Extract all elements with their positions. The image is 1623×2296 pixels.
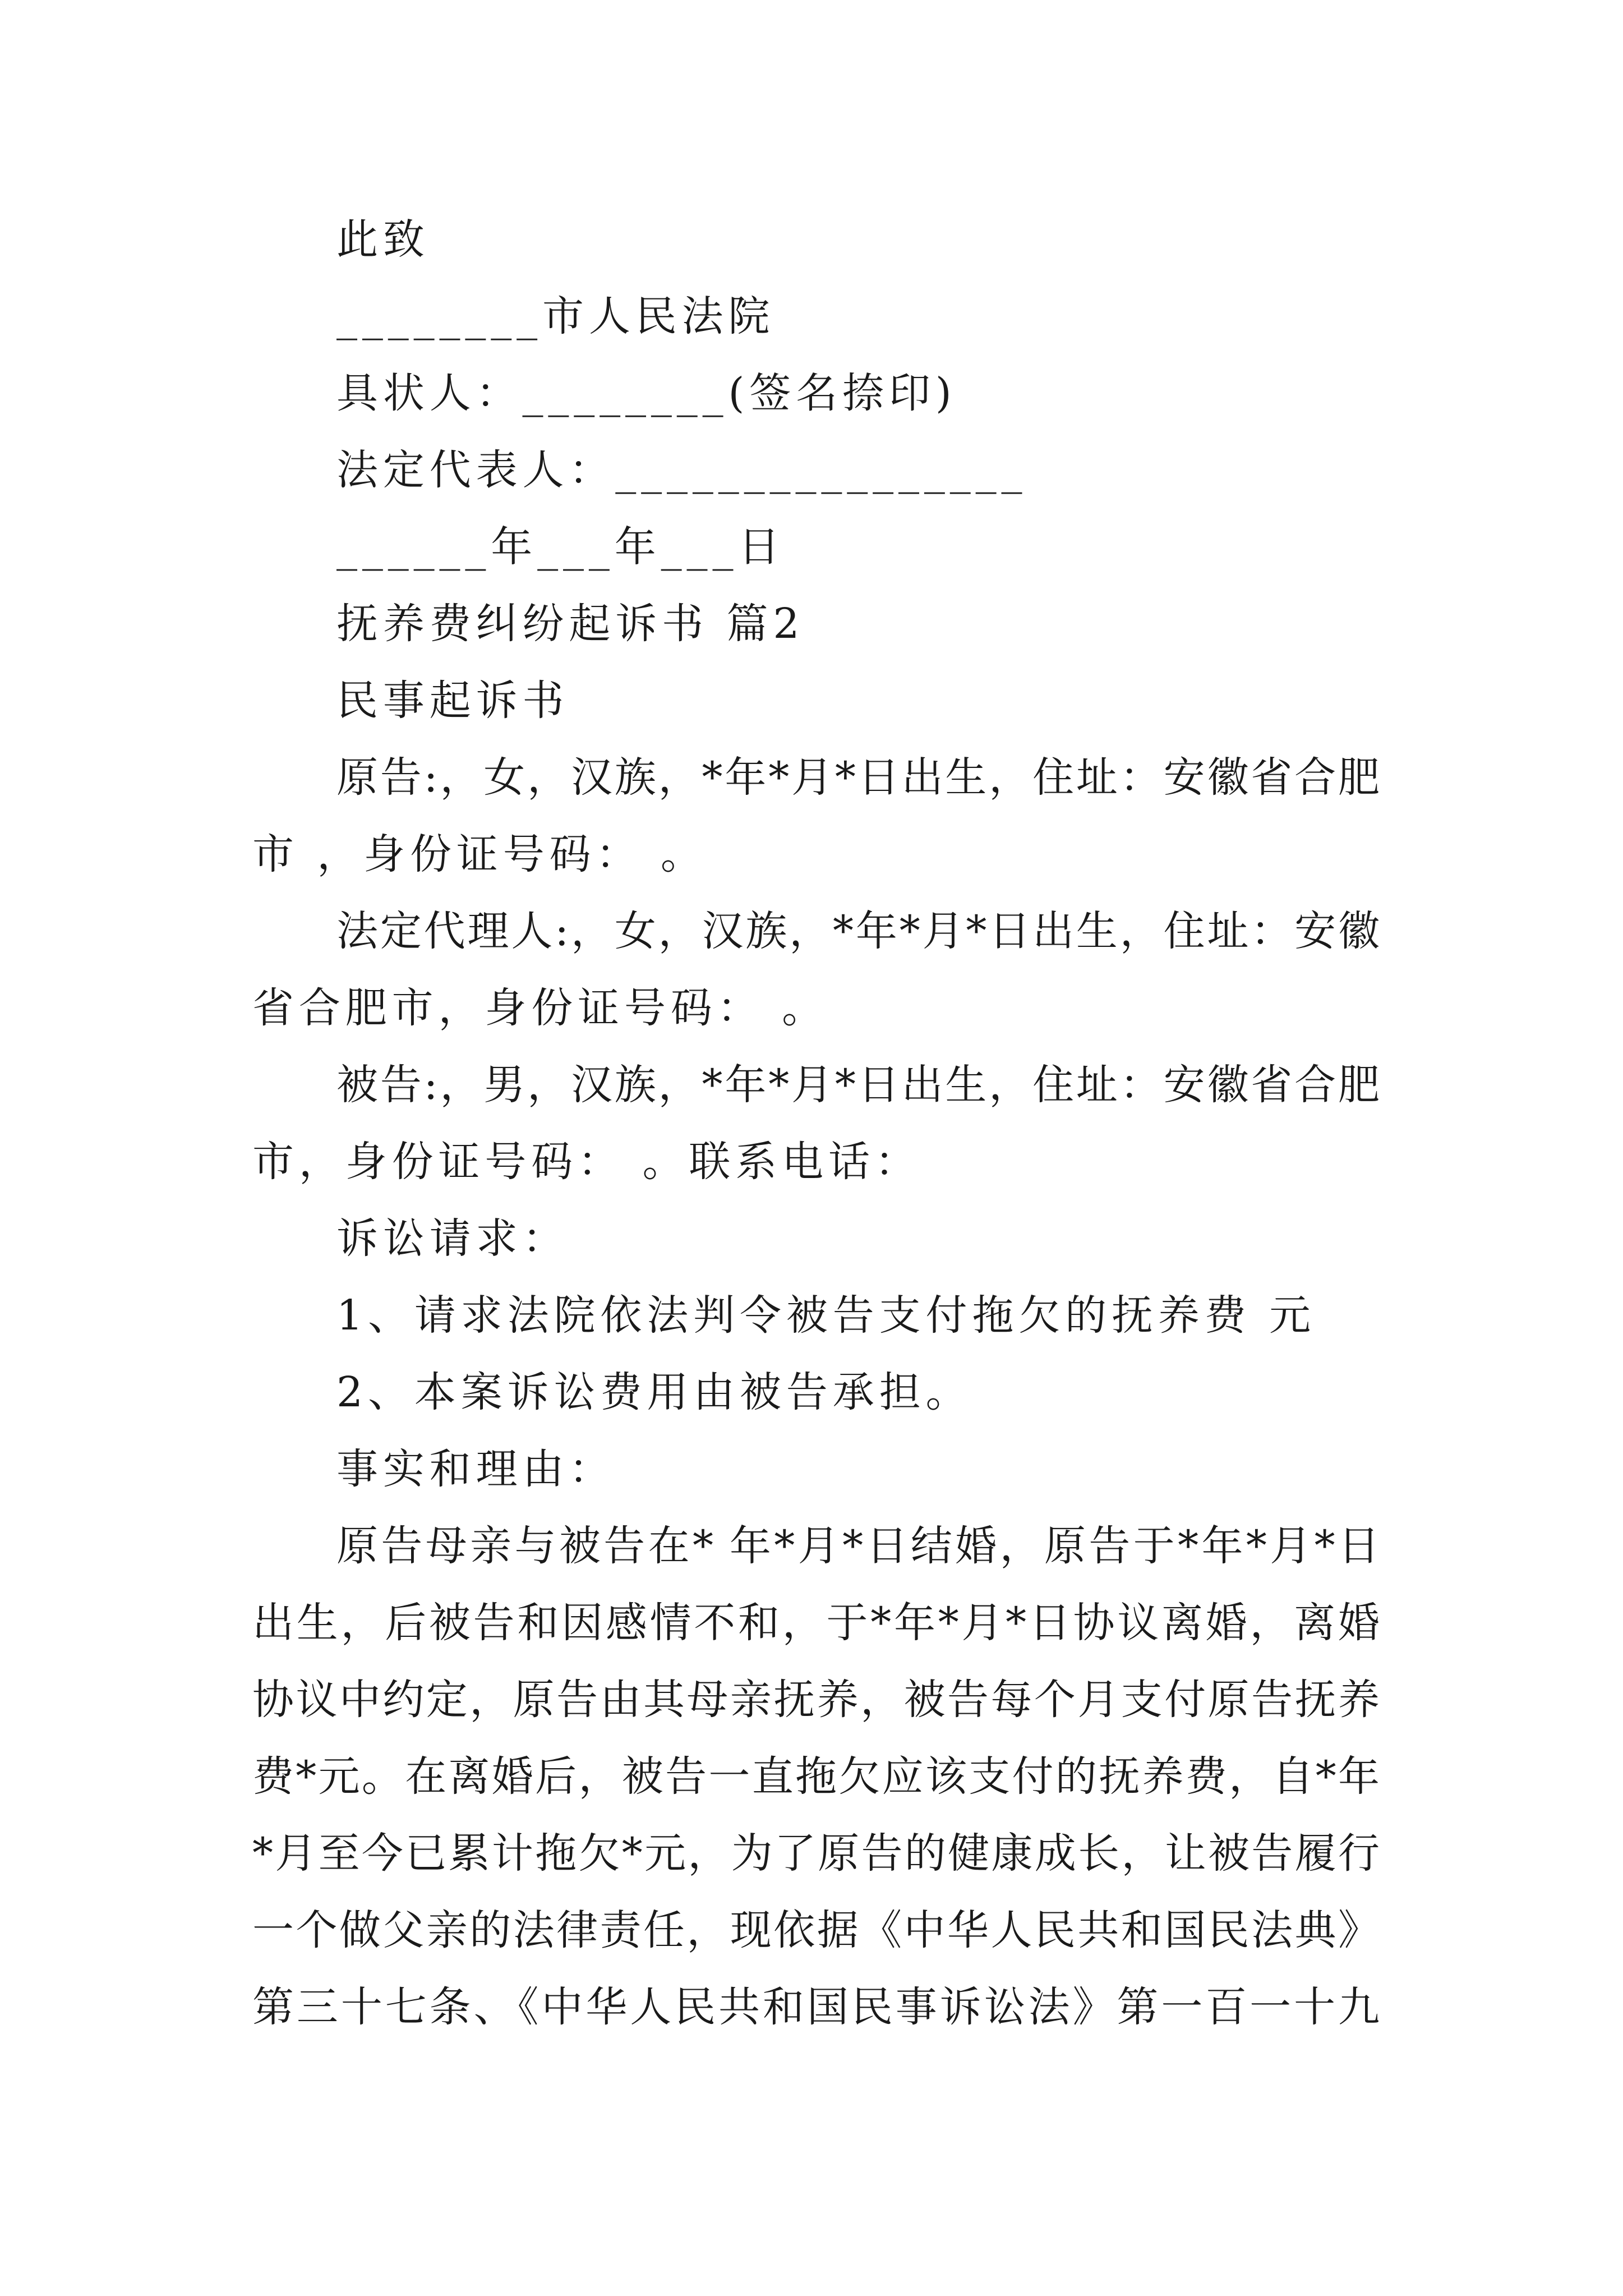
claims-heading: 诉讼请求： (336, 1214, 569, 1263)
claim-item-1: 1、请求法院依法判令被告支付拖欠的抚养费 元 (336, 1291, 1316, 1340)
legal-agent-info-line-1: 法定代理人:，女，汉族，*年*月*日出生，住址：安徽 (336, 907, 1380, 955)
document-title: 民事起诉书 (336, 677, 569, 725)
plaintiff-signature-line: 具状人：________(签名捺印) (336, 369, 957, 417)
legal-representative-line: 法定代表人：________________ (336, 446, 1027, 494)
facts-paragraph-line-3: 协议中约定，原告由其母亲抚养，被告每个月支付原告抚养 (252, 1676, 1380, 1724)
defendant-info-line-1: 被告:，男，汉族，*年*月*日出生，住址：安徽省合肥 (336, 1061, 1380, 1109)
closing-salutation: 此致 (336, 215, 430, 264)
court-addressee: ________市人民法院 (336, 292, 775, 341)
facts-paragraph-line-4: 费*元。在离婚后，被告一直拖欠应该支付的抚养费，自*年 (252, 1752, 1380, 1801)
legal-agent-info-line-2: 省合肥市，身份证号码： 。 (252, 984, 828, 1032)
facts-paragraph-line-1: 原告母亲与被告在* 年*月*日结婚，原告于*年*月*日 (336, 1522, 1380, 1570)
facts-paragraph-line-5: *月至今已累计拖欠*元，为了原告的健康成长，让被告履行 (252, 1829, 1380, 1878)
plaintiff-info-line-1: 原告:，女，汉族，*年*月*日出生，住址：安徽省合肥 (336, 753, 1380, 802)
facts-heading: 事实和理由： (336, 1445, 616, 1493)
claim-item-2: 2、本案诉讼费用由被告承担。 (336, 1368, 972, 1416)
date-line: ______年___年___日 (336, 523, 785, 571)
plaintiff-info-line-2: 市 ，身份证号码： 。 (252, 830, 707, 878)
facts-paragraph-line-7: 第三十七条、《中华人民共和国民事诉讼法》第一百一十九 (252, 1983, 1380, 2031)
defendant-info-line-2: 市，身份证号码： 。联系电话： (252, 1138, 921, 1186)
section-title: 抚养费纠纷起诉书 篇2 (336, 600, 805, 648)
facts-paragraph-line-2: 出生，后被告和因感情不和，于*年*月*日协议离婚，离婚 (252, 1599, 1380, 1647)
facts-paragraph-line-6: 一个做父亲的法律责任，现依据《中华人民共和国民法典》 (252, 1906, 1380, 1954)
